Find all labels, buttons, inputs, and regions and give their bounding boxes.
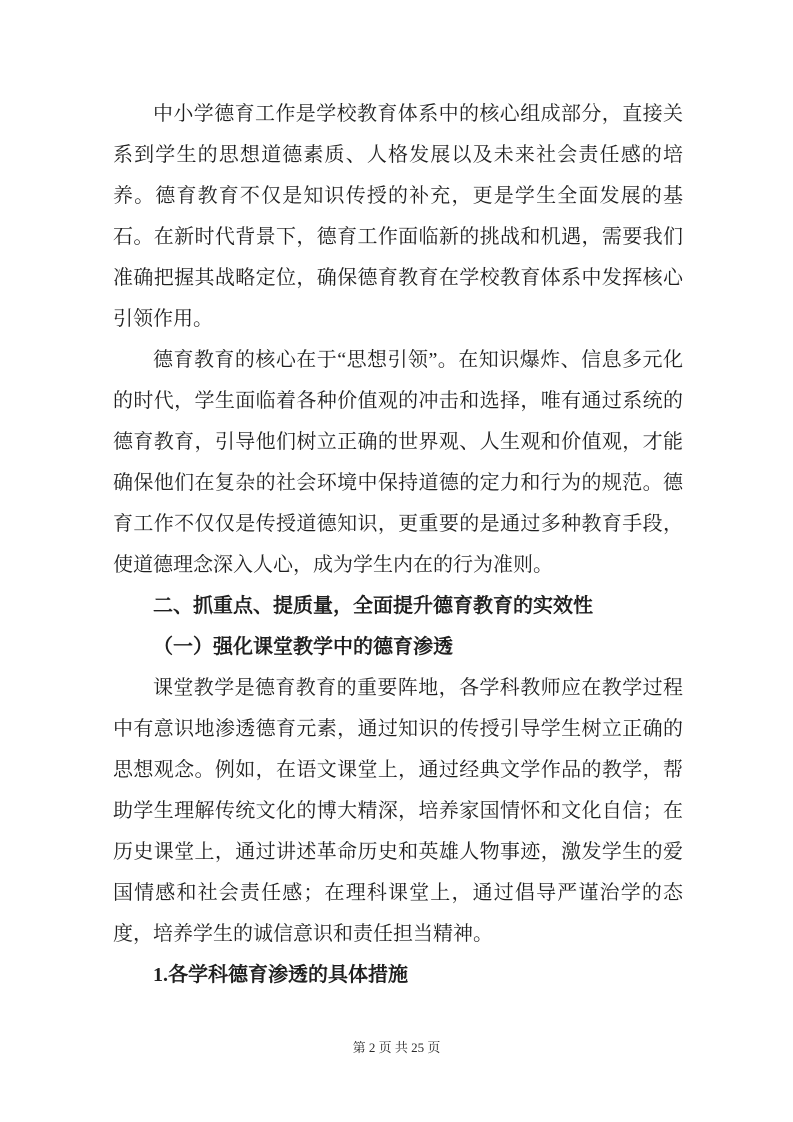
body-paragraph-intro: 中小学德育工作是学校教育体系中的核心组成部分，直接关系到学生的思想道德素质、人格发展以及未来社会责任感的培养。德育教育不仅是知识传授的补充，更是学生全面发展的基石。在新时代背景下，德育工作面临新的挑战和机遇，需要我们准确把握其战略定位，确保德育教育在学校教育体系中发挥核心引领作用。 xyxy=(113,103,683,330)
body-paragraph-classroom: 课堂教学是德育教育的重要阵地，各学科教师应在教学过程中有意识地渗透德育元素，通过知识的传授引导学生树立正确的思想观念。例如，在语文课堂上，通过经典文学作品的教学，帮助学生理解传统文化的博大精深，培养家国情怀和文化自信；在历史课堂上，通过讲述革命历史和英雄人物事迹，激发学生的爱国情感和社会责任感；在理科课堂上，通过倡导严谨治学的态度，培养学生的诚信意识和责任担当精神。 xyxy=(113,677,683,945)
body-paragraph-core-idea: 德育教育的核心在于“思想引领”。在知识爆炸、信息多元化的时代，学生面临着各种价值观的冲击和选择，唯有通过系统的德育教育，引导他们树立正确的世界观、人生观和价值观，才能确保他们在复杂的社会环境中保持道德的定力和行为的规范。德育工作不仅仅是传授道德知识，更重要的是通过多种教育手段，使道德理念深入人心，成为学生内在的行为准则。 xyxy=(113,349,683,576)
document-body xyxy=(113,94,683,996)
numbered-heading-1: 1.各学科德育渗透的具体措施 xyxy=(153,964,408,986)
page-number-footer: 第 2 页 共 25 页 xyxy=(352,1040,441,1055)
section-heading-2: 二、抓重点、提质量，全面提升德育教育的实效性 xyxy=(153,595,593,617)
subsection-heading-2-1: （一）强化课堂教学中的德育渗透 xyxy=(153,636,453,658)
